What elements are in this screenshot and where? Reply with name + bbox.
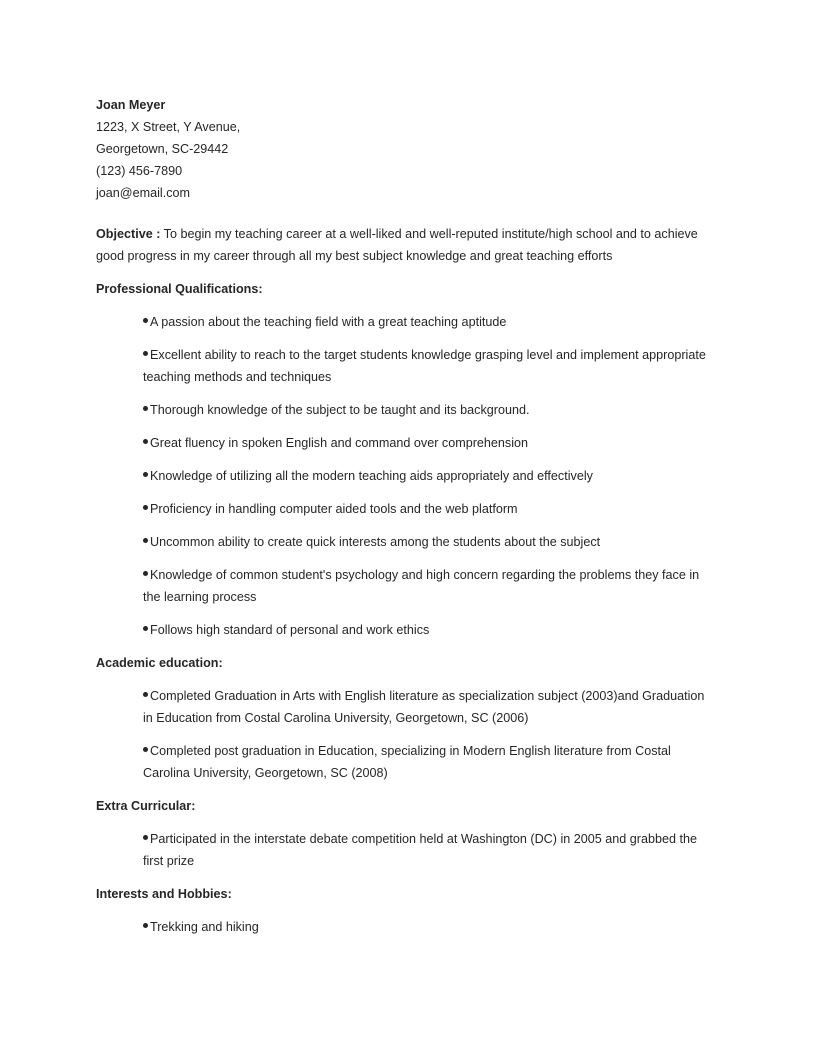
contact-block [96, 94, 720, 204]
list-item-text: Follows high standard of personal and work ethics [150, 623, 430, 637]
professional-qualifications-list [96, 311, 720, 641]
list-item-text: Completed Graduation in Arts with English literature as specialization subject (2003)and Graduation in Education from Costal Carolina University, Georgetown, SC (2006) [143, 689, 705, 725]
list-item [143, 531, 720, 553]
bullet-icon [143, 505, 148, 510]
address-line-2: Georgetown, SC-29442 [96, 142, 229, 156]
professional-qualifications-heading: Professional Qualifications: [96, 282, 263, 296]
bullet-icon [143, 747, 148, 752]
interests-hobbies-list [96, 916, 720, 938]
list-item-text: Completed post graduation in Education, specializing in Modern English literature from Costal Carolina University, Georgetown, SC (2008) [143, 744, 671, 780]
bullet-icon [143, 439, 148, 444]
list-item [143, 399, 720, 421]
academic-education-heading: Academic education: [96, 656, 223, 670]
bullet-icon [143, 571, 148, 576]
address-line-1: 1223, X Street, Y Avenue, [96, 120, 241, 134]
list-item [143, 916, 720, 938]
academic-education-list [96, 685, 720, 784]
objective-text: To begin my teaching career at a well-liked and well-reputed institute/high school and to achieve good progress in my career through all my best subject knowledge and great teaching efforts [96, 227, 698, 263]
list-item [143, 311, 720, 333]
bullet-icon [143, 472, 148, 477]
resume-content [96, 94, 720, 938]
extra-curricular-heading: Extra Curricular: [96, 799, 196, 813]
list-item-text: Uncommon ability to create quick interests among the students about the subject [150, 535, 601, 549]
list-item-text: Knowledge of common student's psychology and high concern regarding the problems they face in the learning process [143, 568, 700, 604]
list-item-text: Great fluency in spoken English and command over comprehension [150, 436, 529, 450]
bullet-icon [143, 538, 148, 543]
bullet-icon [143, 351, 148, 356]
objective-paragraph [96, 223, 720, 267]
applicant-name: Joan Meyer [96, 98, 166, 112]
list-item [143, 740, 720, 784]
bullet-icon [143, 318, 148, 323]
list-item-text: Excellent ability to reach to the target students knowledge grasping level and implement appropriate teaching methods and techniques [143, 348, 706, 384]
list-item [143, 828, 720, 872]
bullet-icon [143, 923, 148, 928]
list-item [143, 344, 720, 388]
list-item-text: Participated in the interstate debate competition held at Washington (DC) in 2005 and grabbed the first prize [143, 832, 698, 868]
list-item-text: A passion about the teaching field with a great teaching aptitude [150, 315, 507, 329]
list-item-text: Knowledge of utilizing all the modern teaching aids appropriately and effectively [150, 469, 593, 483]
list-item [143, 432, 720, 454]
bullet-icon [143, 626, 148, 631]
list-item [143, 619, 720, 641]
list-item-text: Thorough knowledge of the subject to be taught and its background. [150, 403, 530, 417]
list-item-text: Trekking and hiking [150, 920, 259, 934]
bullet-icon [143, 692, 148, 697]
phone-number: (123) 456-7890 [96, 164, 183, 178]
interests-hobbies-heading: Interests and Hobbies: [96, 887, 232, 901]
email-address: joan@email.com [96, 186, 190, 200]
extra-curricular-list [96, 828, 720, 872]
bullet-icon [143, 406, 148, 411]
list-item [143, 498, 720, 520]
list-item [143, 465, 720, 487]
list-item-text: Proficiency in handling computer aided tools and the web platform [150, 502, 518, 516]
list-item [143, 685, 720, 729]
list-item [143, 564, 720, 608]
objective-label: Objective : [96, 227, 161, 241]
bullet-icon [143, 835, 148, 840]
